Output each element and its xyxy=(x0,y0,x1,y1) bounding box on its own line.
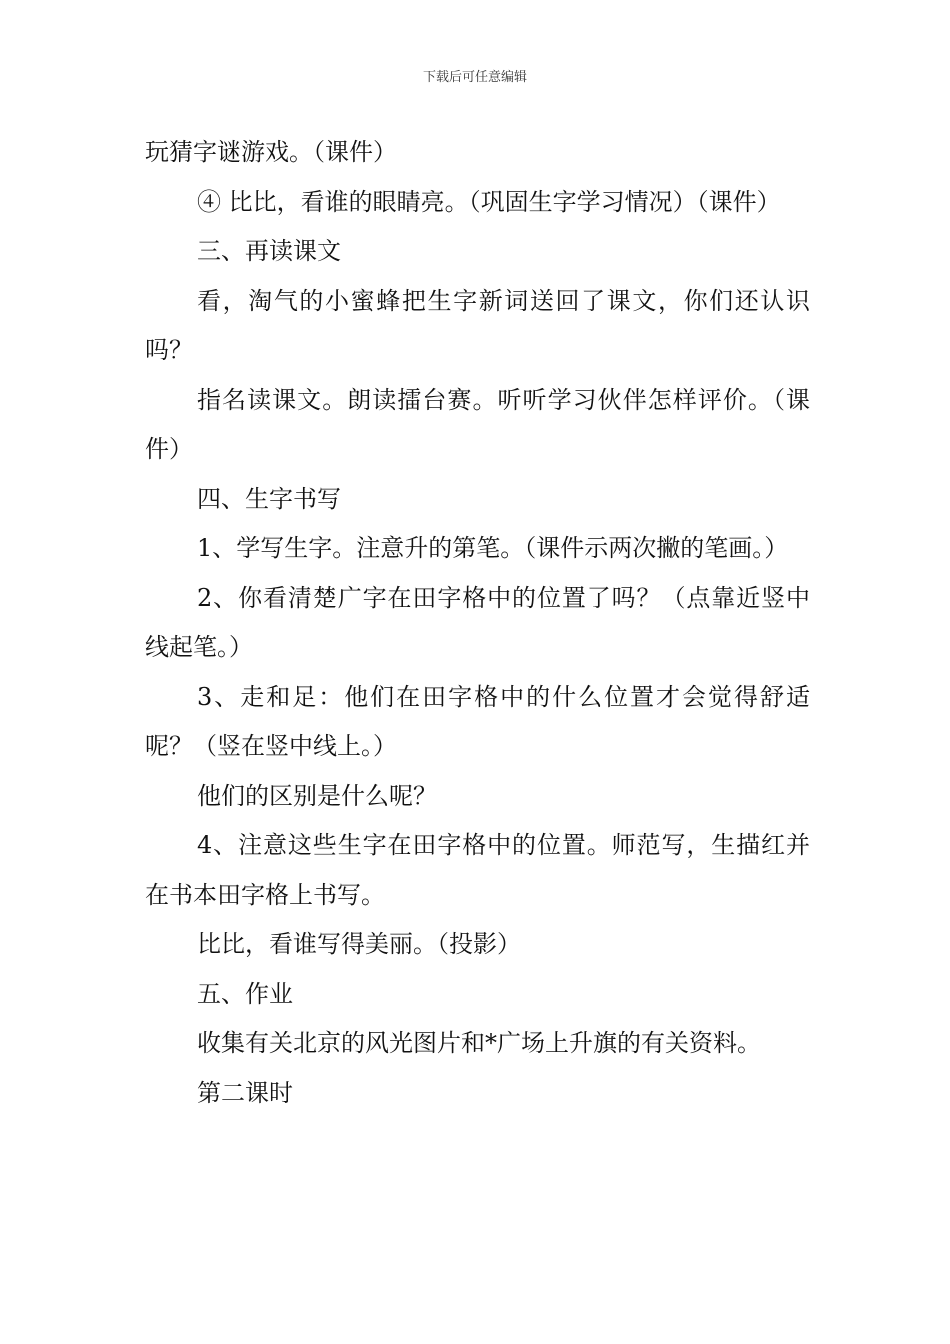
paragraph: 4、注意这些生字在田字格中的位置。师范写，生描红并在书本田字格上书写。 xyxy=(145,831,810,909)
section-heading: 四、生字书写 xyxy=(197,484,341,513)
paragraph: 看，淘气的小蜜蜂把生字新词送回了课文，你们还认识吗？ xyxy=(145,286,810,364)
paragraph: 比比，看谁写得美丽。（投影） xyxy=(197,930,521,958)
page-header: 下载后可任意编辑 xyxy=(422,70,527,85)
section-heading: 第二课时 xyxy=(197,1078,293,1107)
paragraph: 他们的区别是什么呢？ xyxy=(197,781,437,810)
document-body xyxy=(145,128,810,1118)
section-heading: 五、作业 xyxy=(197,979,293,1008)
paragraph: ④ 比比，看谁的眼睛亮。（巩固生字学习情况）（课件） xyxy=(197,187,781,216)
paragraph: 2、你看清楚广字在田字格中的位置了吗？（点靠近竖中线起笔。） xyxy=(145,583,810,661)
section-heading: 三、再读课文 xyxy=(197,237,341,265)
paragraph: 玩猜字谜游戏。（课件） xyxy=(145,138,397,166)
paragraph: 1、学写生字。注意升的第笔。（课件示两次撇的笔画。） xyxy=(197,534,789,562)
paragraph: 3、走和足：他们在田字格中的什么位置才会觉得舒适呢？（竖在竖中线上。） xyxy=(145,682,810,760)
paragraph: 指名读课文。朗读擂台赛。听听学习伙伴怎样评价。（课件） xyxy=(145,385,810,463)
paragraph: 收集有关北京的风光图片和*广场上升旗的有关资料。 xyxy=(197,1029,761,1057)
